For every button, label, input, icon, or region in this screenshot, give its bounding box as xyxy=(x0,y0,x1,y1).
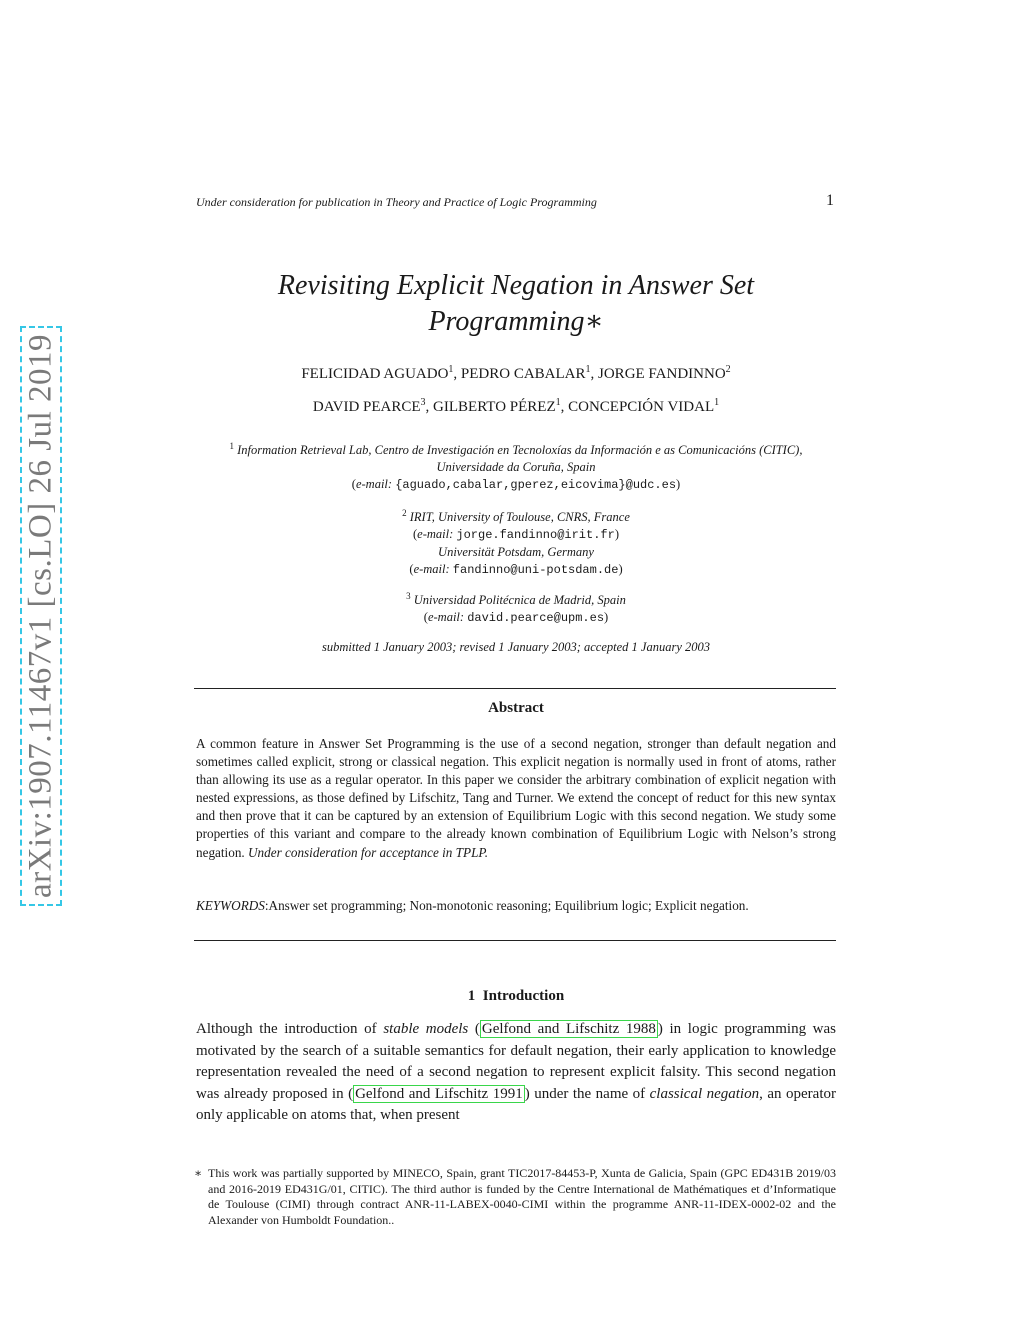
title-footnote-mark[interactable]: ∗ xyxy=(584,306,604,337)
author-name: PEDRO CABALAR xyxy=(460,366,586,382)
abstract-text: A common feature in Answer Set Programming is the use of a second negation, stronger than default negation and sometimes called explicit, strong or classical negation. This explicit negation is normally used in front of atoms, rather than allowing its use as a regular operator. In this paper we consider the arbitrary combination of explicit negation with nested expressions, as those defined by Lifschitz, Tang and Turner. We extend the concept of reduct for this new syntax and then prove that it can be captured by an extension of Equilibrium Logic with this second negation. We study some properties of this variant and compare to the already known combination of Equilibrium Logic with Nelson’s strong negation. xyxy=(196,736,836,860)
abstract-bottom-rule xyxy=(194,940,836,941)
email-address[interactable]: jorge.fandinno@irit.fr xyxy=(456,528,615,543)
affiliation-number: 1 xyxy=(229,441,235,451)
citation-link[interactable]: Gelfond and Lifschitz 1991 xyxy=(355,1085,523,1102)
section-title: Introduction xyxy=(482,988,565,1004)
email-address[interactable]: {aguado,cabalar,gperez,eicovima}@udc.es xyxy=(395,478,677,493)
section-number: 1 xyxy=(467,988,476,1004)
author-affil-sup: 1 xyxy=(585,364,591,375)
footnote xyxy=(196,1166,836,1228)
affiliation-number: 2 xyxy=(402,508,407,518)
author-name: CONCEPCIÓN VIDAL xyxy=(568,399,715,415)
email-address[interactable]: david.pearce@upm.es xyxy=(467,611,605,626)
keywords-text: :Answer set programming; Non-monotonic reasoning; Equilibrium logic; Explicit negation. xyxy=(264,898,749,913)
emphasis: stable models xyxy=(383,1021,469,1037)
abstract-body xyxy=(196,735,836,862)
abstract-top-rule xyxy=(194,688,836,689)
section-heading xyxy=(196,988,836,1005)
email-label: e-mail: xyxy=(355,477,393,492)
author-name: GILBERTO PÉREZ xyxy=(433,399,556,415)
affiliation-name: Universität Potsdam, Germany xyxy=(438,545,594,560)
body-text: ) under the name of xyxy=(524,1085,650,1102)
author-name: DAVID PEARCE xyxy=(312,399,421,415)
keywords xyxy=(196,898,836,914)
title-text: Revisiting Explicit Negation in Answer Set Programming xyxy=(277,270,755,337)
citation-link[interactable]: Gelfond and Lifschitz 1988 xyxy=(481,1021,656,1037)
footnote-text: This work was partially supported by MINECO, Spain, grant TIC2017-84453-P, Xunta de Galicia, Spain (GPC ED431B 2019/03 and 2016-2019 ED431G/01, CITIC). The third author is funded by the Centre International de Mathématiques et d’Informatique de Toulouse (CIMI) through contract ANR-11-LABEX-0040-CIMI within the programme ANR-11-IDEX-0002-02 and the Alexander von Humboldt Foundation.. xyxy=(208,1166,836,1227)
author-affil-sup: 1 xyxy=(714,397,720,408)
author-affil-sup: 1 xyxy=(555,397,561,408)
abstract-heading: Abstract xyxy=(488,700,544,716)
footnote-mark: ∗ xyxy=(194,1166,203,1180)
page-number: 1 xyxy=(826,192,834,209)
author-name: JORGE FANDINNO xyxy=(598,366,726,382)
body-text: , an operator only applicable on atoms that, when present xyxy=(196,1085,836,1124)
abstract-note: Under consideration for acceptance in TPLP. xyxy=(248,844,489,860)
affiliation-location: Universidade da Coruña, Spain xyxy=(436,460,596,475)
affiliation-number: 3 xyxy=(406,591,411,601)
body-text: Although the introduction of xyxy=(196,1021,384,1037)
arxiv-identifier[interactable]: arXiv:1907.11467v1 [cs.LO] 26 Jul 2019 xyxy=(22,333,59,899)
authors-line-2: DAVID PEARCE$^3$, GILBERTO PÉREZ$^1$, CONCEPCIÓN VIDAL$^1$ xyxy=(312,397,720,415)
emphasis: classical negation xyxy=(649,1085,760,1102)
author-affil-sup: 1 xyxy=(448,364,454,375)
introduction-paragraph xyxy=(196,1019,836,1127)
affiliation-1: $^1$ Information Retrieval Lab, Centro de Investigación en Tecnoloxías da Información e as Comunicacións (CITIC), Universidade da Coruña, Spain (e-mail: {aguado,cabalar,gperez,eicovima}@udc.es) xyxy=(196,438,836,494)
email-label: e-mail: xyxy=(413,562,450,577)
email-address[interactable]: fandinno@uni-potsdam.de xyxy=(452,563,619,578)
email-label: e-mail: xyxy=(427,610,465,625)
author-name: FELICIDAD AGUADO xyxy=(301,366,449,382)
affiliation-3: $^3$ Universidad Politécnica de Madrid, Spain (e-mail: david.pearce@upm.es) xyxy=(406,591,626,626)
author-affil-sup: 3 xyxy=(420,397,426,408)
keywords-label: KEYWORDS xyxy=(196,898,265,913)
affiliation-name: Information Retrieval Lab, Centro de Investigación en Tecnoloxías da Información e as Comunicacións (CITIC), xyxy=(237,443,803,458)
affiliation-name: Universidad Politécnica de Madrid, Spain xyxy=(413,593,626,608)
submission-dates: submitted 1 January 2003; revised 1 January 2003; accepted 1 January 2003 xyxy=(322,640,710,654)
affiliation-2: $^2$ IRIT, University of Toulouse, CNRS, France (e-mail: jorge.fandinno@irit.fr) Universität Potsdam, Germany (e-mail: fandinno@uni-potsdam.de) xyxy=(196,505,836,579)
affiliation-name: IRIT, University of Toulouse, CNRS, France xyxy=(409,510,630,525)
running-head: Under consideration for publication in Theory and Practice of Logic Programming xyxy=(196,195,597,209)
email-label: e-mail: xyxy=(417,527,454,542)
arxiv-stamp[interactable] xyxy=(20,326,62,906)
author-affil-sup: 2 xyxy=(725,364,731,375)
body-text: ) in logic programming was motivated by the search of a suitable semantics for default negation, their early application to knowledge representation revealed the need of a second negation to represent explicit falsity. This second negation was already proposed in ( xyxy=(196,1021,837,1102)
authors-line-1: FELICIDAD AGUADO$^1$, PEDRO CABALAR$^1$, JORGE FANDINNO$^2$ xyxy=(301,364,731,382)
paper-title xyxy=(196,268,836,340)
body-text: ( xyxy=(468,1021,480,1037)
